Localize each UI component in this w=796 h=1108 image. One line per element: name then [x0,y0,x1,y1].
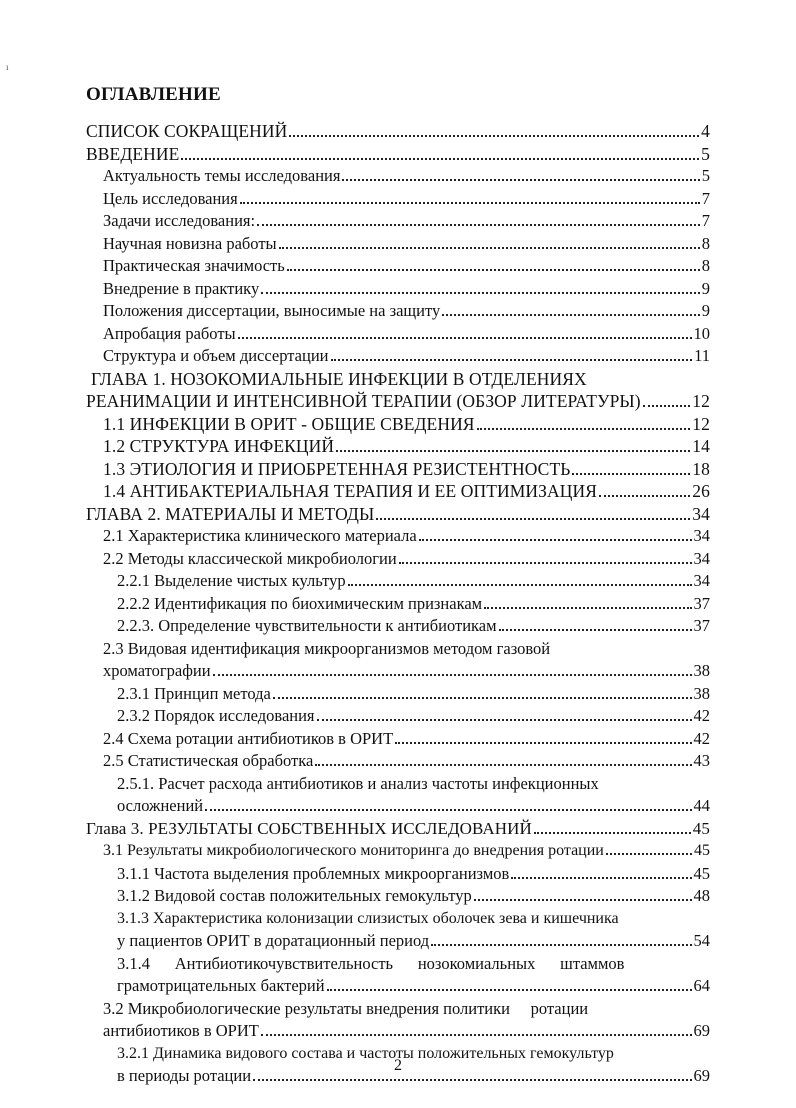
toc-page: 37 [693,616,710,635]
toc-page: 9 [701,278,710,298]
toc-label: у пациентов ОРИТ в доратационный период [117,931,430,950]
toc-entry-last-line [117,795,710,818]
toc-entry[interactable] [86,143,710,166]
table-of-contents [0,120,796,1088]
leader-dots [399,561,692,564]
toc-entry[interactable] [86,120,710,143]
toc-entry[interactable] [103,165,710,188]
toc-label-line1: 3.2.1 Динамика видового состава и частоты положительных гемокультур [117,1044,614,1062]
toc-entry[interactable] [103,750,710,773]
toc-label: СПИСОК СОКРАЩЕНИЙ [86,121,288,141]
toc-label: 2.3.2 Порядок исследования [117,706,315,725]
toc-label: хроматографии [103,661,211,680]
toc-entry[interactable] [117,683,710,706]
toc-page: 7 [701,211,710,230]
toc-page: 34 [693,526,710,545]
leader-dots [253,1078,691,1081]
toc-label: РЕАНИМАЦИИ И ИНТЕНСИВНОЙ ТЕРАПИИ (ОБЗОР ЛИТЕРАТУРЫ) [86,391,641,411]
toc-label: Апробация работы [103,323,236,343]
leader-dots [606,852,692,855]
toc-label-line1: 3.1.3 Характеристика колонизации слизистых оболочек зева и кишечника [117,909,619,927]
toc-page: 34 [693,571,710,590]
toc-entry[interactable] [117,593,710,616]
toc-page: 64 [693,976,710,995]
toc-page: 42 [693,706,710,725]
leader-dots [240,201,700,204]
toc-entry[interactable] [86,818,710,841]
leader-dots [261,291,700,294]
leader-dots [376,517,690,520]
toc-entry[interactable] [117,885,710,908]
toc-page: 8 [701,233,710,253]
toc-page: 43 [693,751,710,770]
leader-dots [599,494,690,497]
leader-dots [442,313,700,316]
toc-page: 26 [692,481,710,501]
toc-entry-last-line [117,975,710,998]
leader-dots [315,763,691,766]
toc-page: 69 [693,1066,710,1085]
leader-dots [499,628,692,631]
toc-label: 1.2 СТРУКТУРА ИНФЕКЦИЙ [103,436,335,456]
leader-dots [205,808,691,811]
toc-entry-multiline[interactable] [117,773,710,818]
page-number: 2 [394,1057,402,1074]
toc-entry-last-line [103,660,710,683]
toc-label: Положения диссертации, выносимые на защиту [103,301,441,320]
toc-entry[interactable] [103,233,710,256]
toc-label: 2.2 Методы классической микробиологии [103,548,397,568]
toc-page: 42 [693,728,710,748]
toc-label: антибиотиков в ОРИТ [103,1021,259,1040]
toc-label: в периоды ротации [117,1066,252,1085]
toc-entry[interactable] [103,345,710,368]
toc-entry[interactable] [86,503,710,526]
toc-entry-multiline[interactable] [117,953,710,998]
leader-dots [287,268,700,271]
toc-entry-multiline[interactable] [86,368,710,413]
leader-dots [317,718,692,721]
toc-page: 5 [701,143,710,164]
toc-label: 2.3.1 Принцип метода [117,683,271,703]
toc-page: 7 [701,188,710,208]
toc-page: 12 [692,413,710,434]
toc-label: 1.1 ИНФЕКЦИИ В ОРИТ - ОБЩИЕ СВЕДЕНИЯ [103,413,475,434]
toc-label: осложнений [117,796,204,815]
toc-page: 5 [701,166,710,185]
toc-page: 10 [693,323,710,343]
leader-dots [257,223,700,226]
toc-label: 1.3 ЭТИОЛОГИЯ И ПРИОБРЕТЕННАЯ РЕЗИСТЕНТНОСТЬ [103,458,571,479]
leader-dots [181,157,699,160]
toc-label: 3.1.2 Видовой состав положительных гемокультур [117,886,472,905]
toc-entry[interactable] [117,705,710,728]
toc-page: 45 [693,863,710,883]
toc-page: 9 [701,301,710,320]
toc-label: 2.2.2 Идентификация по биохимическим признакам [117,593,483,613]
toc-label: ГЛАВА 2. МАТЕРИАЛЫ И МЕТОДЫ [86,503,375,524]
toc-entry[interactable] [103,255,710,278]
toc-entry-multiline[interactable] [117,908,710,953]
toc-label: Цель исследования [103,188,238,208]
toc-label: Научная новизна работы [103,233,277,253]
toc-label-line1: ГЛАВА 1. НОЗОКОМИАЛЬНЫЕ ИНФЕКЦИИ В ОТДЕЛЕНИЯХ [91,368,587,389]
leader-dots [511,876,691,879]
toc-entry[interactable] [103,188,710,211]
toc-entry-last-line [117,930,710,953]
leader-dots [395,741,691,744]
toc-label: 2.5 Статистическая обработка [103,751,314,770]
toc-label: 2.1 Характеристика клинического материала [103,526,417,545]
leader-dots [474,898,692,901]
toc-entry[interactable] [117,570,710,593]
toc-page: 44 [693,796,710,815]
leader-dots [327,988,692,991]
toc-page: 4 [701,121,710,141]
leader-dots [261,1033,692,1036]
toc-page: 45 [694,842,710,859]
toc-page: 12 [692,391,710,411]
leader-dots [289,134,699,137]
toc-page: 37 [693,593,710,613]
toc-label-line1: 3.1.4 Антибиотикочувствительность нозокомиальных штаммов [117,953,625,973]
leader-dots [238,336,692,339]
toc-page: 34 [693,548,710,568]
leader-dots [419,538,692,541]
toc-page: 45 [692,818,710,838]
leader-dots [643,404,691,407]
toc-entry[interactable] [117,615,710,638]
leader-dots [342,178,699,181]
toc-label: ВВЕДЕНИЕ [86,143,180,164]
toc-entry[interactable] [103,548,710,571]
toc-entry-last-line [103,1020,710,1043]
leader-dots [336,449,690,452]
toc-entry[interactable] [103,458,710,481]
toc-entry[interactable] [103,525,710,548]
toc-entry[interactable] [103,323,710,346]
leader-dots [572,472,690,475]
leader-dots [431,943,691,946]
toc-entry[interactable] [103,840,710,863]
toc-entry-multiline[interactable] [103,638,710,683]
toc-page: 38 [693,683,710,703]
toc-page: 11 [694,346,710,365]
toc-page: 38 [693,661,710,680]
toc-label: 3.1.1 Частота выделения проблемных микроорганизмов [117,863,510,883]
toc-label: грамотрицательных бактерий [117,976,325,995]
toc-page: 48 [693,886,710,905]
toc-label: Практическая значимость [103,256,285,275]
toc-label: Структура и объем диссертации [103,346,329,365]
toc-entry[interactable] [103,728,710,751]
toc-entry-multiline[interactable] [103,998,710,1043]
toc-label: Актуальность темы исследования [103,166,341,185]
leader-dots [484,606,691,609]
toc-label: Задачи исследования: [103,211,256,230]
toc-entry[interactable] [103,413,710,436]
leader-dots [213,673,692,676]
toc-label: 3.1 Результаты микробиологического мониторинга до внедрения ротации [103,842,604,859]
margin-mark: ı [6,62,9,72]
toc-label: 2.4 Схема ротации антибиотиков в ОРИТ [103,728,394,748]
toc-entry[interactable] [103,300,710,323]
toc-label-line1: 3.2 Микробиологические результаты внедрения политики ротации [103,998,589,1018]
toc-page: 34 [692,503,710,524]
leader-dots [331,358,693,361]
leader-dots [534,831,691,834]
leader-dots [273,696,692,699]
toc-entry[interactable] [117,863,710,886]
toc-entry[interactable] [103,480,710,503]
toc-label: 2.2.1 Выделение чистых культур [117,571,346,590]
page-title: ОГЛАВЛЕНИЕ [86,84,221,105]
toc-entry[interactable] [103,278,710,301]
toc-entry[interactable] [103,435,710,458]
toc-entry[interactable] [103,210,710,233]
toc-page: 8 [701,256,710,275]
leader-dots [477,427,691,430]
toc-label: Глава 3. РЕЗУЛЬТАТЫ СОБСТВЕННЫХ ИССЛЕДОВАНИЙ [86,818,532,838]
toc-page: 18 [692,458,710,479]
toc-label-line1: 2.5.1. Расчет расхода антибиотиков и анализ частоты инфекционных [117,773,599,793]
toc-entry-last-line [86,390,710,413]
leader-dots [348,583,692,586]
toc-label: 2.2.3. Определение чувствительности к антибиотикам [117,616,497,635]
toc-label-line1: 2.3 Видовая идентификация микроорганизмов методом газовой [103,638,551,658]
toc-page: 69 [693,1021,710,1040]
toc-label: 1.4 АНТИБАКТЕРИАЛЬНАЯ ТЕРАПИЯ И ЕЕ ОПТИМИЗАЦИЯ [103,481,597,501]
leader-dots [279,246,700,249]
toc-label: Внедрение в практику [103,278,260,298]
toc-page: 54 [693,931,710,950]
toc-page: 14 [692,436,710,456]
